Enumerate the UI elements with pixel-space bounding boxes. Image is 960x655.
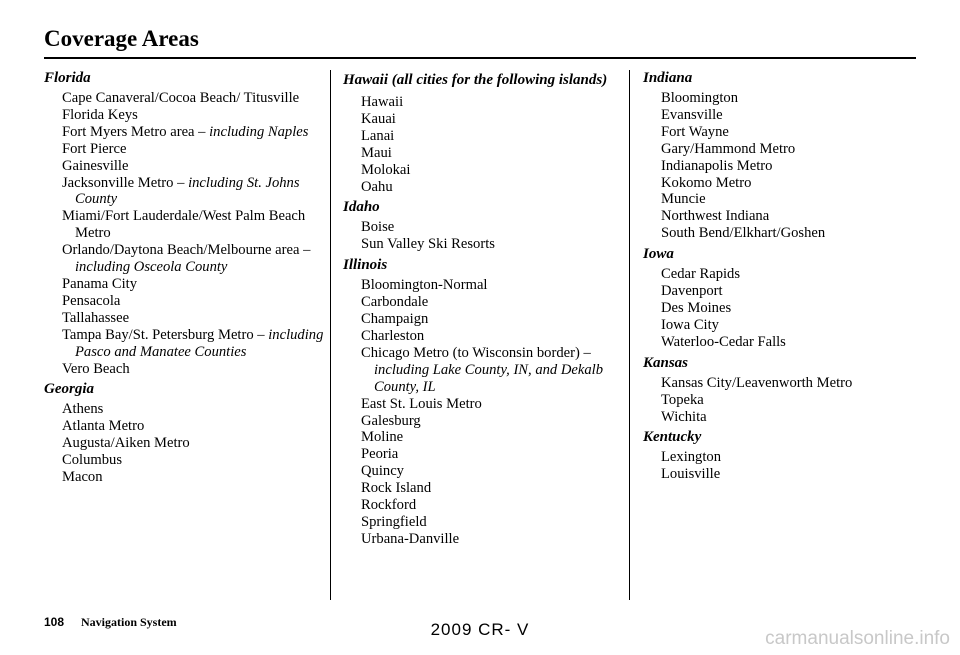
coverage-area-name: Panama City (62, 275, 137, 292)
coverage-area-note: including St. Johns County (75, 174, 300, 208)
coverage-area-name: Orlando/Daytona Beach/Melbourne area – (62, 242, 311, 259)
coverage-area-name: Maui (361, 144, 392, 161)
coverage-area-name: East St. Louis Metro (361, 395, 482, 412)
state-heading: Florida (44, 70, 91, 86)
coverage-area-name: Chicago Metro (to Wisconsin border) (361, 344, 584, 361)
coverage-area-name: Hawaii (361, 94, 404, 110)
coverage-area-item (44, 141, 326, 158)
column-2 (343, 70, 621, 552)
coverage-area-item (643, 90, 915, 107)
coverage-area-item (643, 191, 915, 208)
coverage-area-item (643, 392, 915, 409)
coverage-area-note: including Pasco and Manatee Counties (75, 326, 324, 360)
coverage-area-name: Augusta/Aiken Metro (62, 435, 190, 452)
coverage-area-name: Evansville (661, 106, 723, 123)
coverage-area-item (44, 452, 326, 469)
model-watermark: 2009 CR- V (430, 620, 530, 639)
state-section (643, 246, 915, 351)
state-section (643, 70, 915, 242)
coverage-area-name: Oahu (361, 178, 393, 195)
coverage-area-name: Fort Pierce (62, 140, 127, 157)
coverage-area-item (343, 463, 621, 480)
state-heading: Hawaii (all cities for the following islands) (343, 72, 608, 88)
coverage-area-item (44, 276, 326, 293)
coverage-area-name: Atlanta Metro (62, 418, 145, 435)
page-number: 108 (44, 615, 65, 629)
coverage-area-item (343, 294, 621, 311)
coverage-area-item (44, 124, 326, 141)
coverage-area-name: Galesburg (361, 412, 421, 429)
coverage-area-item (343, 429, 621, 446)
coverage-area-name: Boise (361, 219, 395, 236)
coverage-area-item (44, 242, 326, 276)
coverage-area-name: Muncie (661, 191, 706, 208)
coverage-area-name: Florida Keys (62, 106, 138, 123)
footer-section-label: Navigation System (81, 615, 177, 629)
coverage-area-item (643, 266, 915, 283)
coverage-area-name: Northwest Indiana (661, 208, 770, 225)
coverage-area-item (343, 345, 621, 396)
coverage-area-item (44, 327, 326, 361)
coverage-area-name: Davenport (661, 283, 723, 300)
coverage-area-item (44, 208, 326, 242)
state-section (343, 70, 621, 195)
coverage-area-item (343, 446, 621, 463)
state-section (643, 355, 915, 426)
coverage-area-name: Jacksonville Metro – (62, 174, 189, 191)
coverage-area-name: Champaign (361, 311, 429, 328)
coverage-area-name: Charleston (361, 327, 425, 344)
coverage-area-item (643, 283, 915, 300)
coverage-area-name: Sun Valley Ski Resorts (361, 236, 495, 253)
coverage-area-item (343, 328, 621, 345)
coverage-area-item (343, 94, 621, 111)
coverage-area-item (643, 466, 915, 483)
coverage-area-item (643, 107, 915, 124)
coverage-area-item (343, 145, 621, 162)
state-heading: Indiana (643, 70, 693, 86)
coverage-area-item (343, 514, 621, 531)
coverage-area-name: Athens (62, 401, 104, 418)
coverage-area-name: Rock Island (361, 480, 432, 497)
coverage-area-name: Columbus (62, 452, 123, 469)
coverage-area-name: Rockford (361, 497, 417, 514)
coverage-area-item (643, 375, 915, 392)
state-section (343, 199, 621, 253)
coverage-area-item (343, 480, 621, 497)
column-divider-2 (629, 70, 630, 600)
coverage-area-item (343, 277, 621, 294)
coverage-area-item (44, 107, 326, 124)
coverage-area-item (343, 531, 621, 548)
coverage-area-name: Quincy (361, 463, 404, 480)
coverage-area-item (343, 219, 621, 236)
coverage-area-name: Wichita (661, 408, 707, 425)
state-section (44, 381, 326, 486)
coverage-area-name: Tallahassee (62, 309, 130, 326)
site-watermark: carmanualsonline.info (765, 628, 950, 649)
coverage-area-item (643, 124, 915, 141)
state-heading: Kansas (643, 354, 689, 371)
coverage-area-item (643, 300, 915, 317)
coverage-area-name: Cape Canaveral/Cocoa Beach/ Titusville (62, 90, 300, 106)
coverage-area-name: Carbondale (361, 294, 429, 311)
coverage-area-item (343, 162, 621, 179)
state-heading: Iowa (643, 246, 674, 263)
coverage-area-item (44, 158, 326, 175)
coverage-area-item (44, 175, 326, 209)
coverage-area-note: – including Lake County, IN, and Dekalb County, IL (374, 344, 604, 395)
coverage-area-name: Peoria (361, 446, 399, 463)
coverage-area-name: Fort Myers Metro area – (62, 123, 210, 140)
coverage-area-name: Iowa City (661, 316, 719, 333)
coverage-area-item (343, 396, 621, 413)
coverage-area-item (44, 469, 326, 486)
coverage-area-item (44, 435, 326, 452)
coverage-area-name: Gainesville (62, 157, 129, 174)
coverage-area-name: Waterloo-Cedar Falls (661, 333, 786, 350)
coverage-area-name: Cedar Rapids (661, 266, 741, 283)
state-heading: Illinois (343, 257, 388, 274)
coverage-area-name: Urbana-Danville (361, 530, 460, 547)
coverage-area-item (343, 497, 621, 514)
coverage-area-name: Fort Wayne (661, 123, 729, 140)
coverage-area-item (643, 334, 915, 351)
title-divider (44, 57, 916, 59)
coverage-area-item (643, 409, 915, 426)
coverage-area-item (44, 293, 326, 310)
coverage-area-item (44, 90, 326, 107)
coverage-area-name: Indianapolis Metro (661, 157, 773, 174)
coverage-area-item (643, 175, 915, 192)
coverage-area-name: Kansas City/Leavenworth Metro (661, 374, 853, 391)
coverage-area-name: Lexington (661, 449, 721, 466)
coverage-area-name: South Bend/Elkhart/Goshen (661, 225, 826, 242)
coverage-area-item (343, 128, 621, 145)
coverage-area-item (643, 208, 915, 225)
coverage-area-item (343, 236, 621, 253)
coverage-area-item (643, 158, 915, 175)
coverage-area-name: Des Moines (661, 299, 732, 316)
coverage-area-name: Macon (62, 469, 103, 486)
coverage-area-note: including Osceola County (75, 259, 228, 276)
coverage-area-item (643, 449, 915, 466)
coverage-area-item (44, 401, 326, 418)
coverage-area-name: Moline (361, 429, 404, 446)
state-section (343, 257, 621, 548)
coverage-area-name: Kokomo Metro (661, 174, 752, 191)
state-section (643, 429, 915, 483)
coverage-area-name: Vero Beach (62, 360, 130, 377)
column-1 (44, 70, 326, 490)
coverage-area-item (643, 317, 915, 334)
coverage-area-item (44, 418, 326, 435)
coverage-area-note: including Naples (209, 123, 309, 140)
coverage-area-name: Lanai (361, 127, 395, 144)
coverage-area-name: Tampa Bay/St. Petersburg Metro – (62, 326, 269, 343)
coverage-area-name: Pensacola (62, 292, 121, 309)
coverage-area-item (643, 141, 915, 158)
coverage-area-name: Louisville (661, 466, 721, 483)
coverage-area-item (643, 225, 915, 242)
coverage-area-name: Bloomington-Normal (361, 277, 488, 294)
coverage-area-name: Gary/Hammond Metro (661, 140, 796, 157)
coverage-area-name: Topeka (661, 391, 704, 408)
coverage-area-item (343, 413, 621, 430)
state-heading: Kentucky (643, 429, 702, 446)
page-title: Coverage Areas (44, 26, 199, 51)
column-3 (643, 70, 915, 487)
coverage-area-item (44, 310, 326, 327)
coverage-area-name: Bloomington (661, 90, 739, 106)
coverage-area-name: Springfield (361, 513, 427, 530)
column-divider-1 (330, 70, 331, 600)
coverage-area-name: Kauai (361, 110, 396, 127)
coverage-area-item (44, 361, 326, 378)
coverage-area-item (343, 179, 621, 196)
coverage-area-item (343, 111, 621, 128)
state-section (44, 70, 326, 377)
state-heading: Georgia (44, 381, 94, 398)
state-heading: Idaho (343, 199, 380, 216)
coverage-area-name: Molokai (361, 161, 411, 178)
coverage-area-name: Miami/Fort Lauderdale/West Palm Beach Metro (62, 208, 306, 242)
coverage-area-item (343, 311, 621, 328)
